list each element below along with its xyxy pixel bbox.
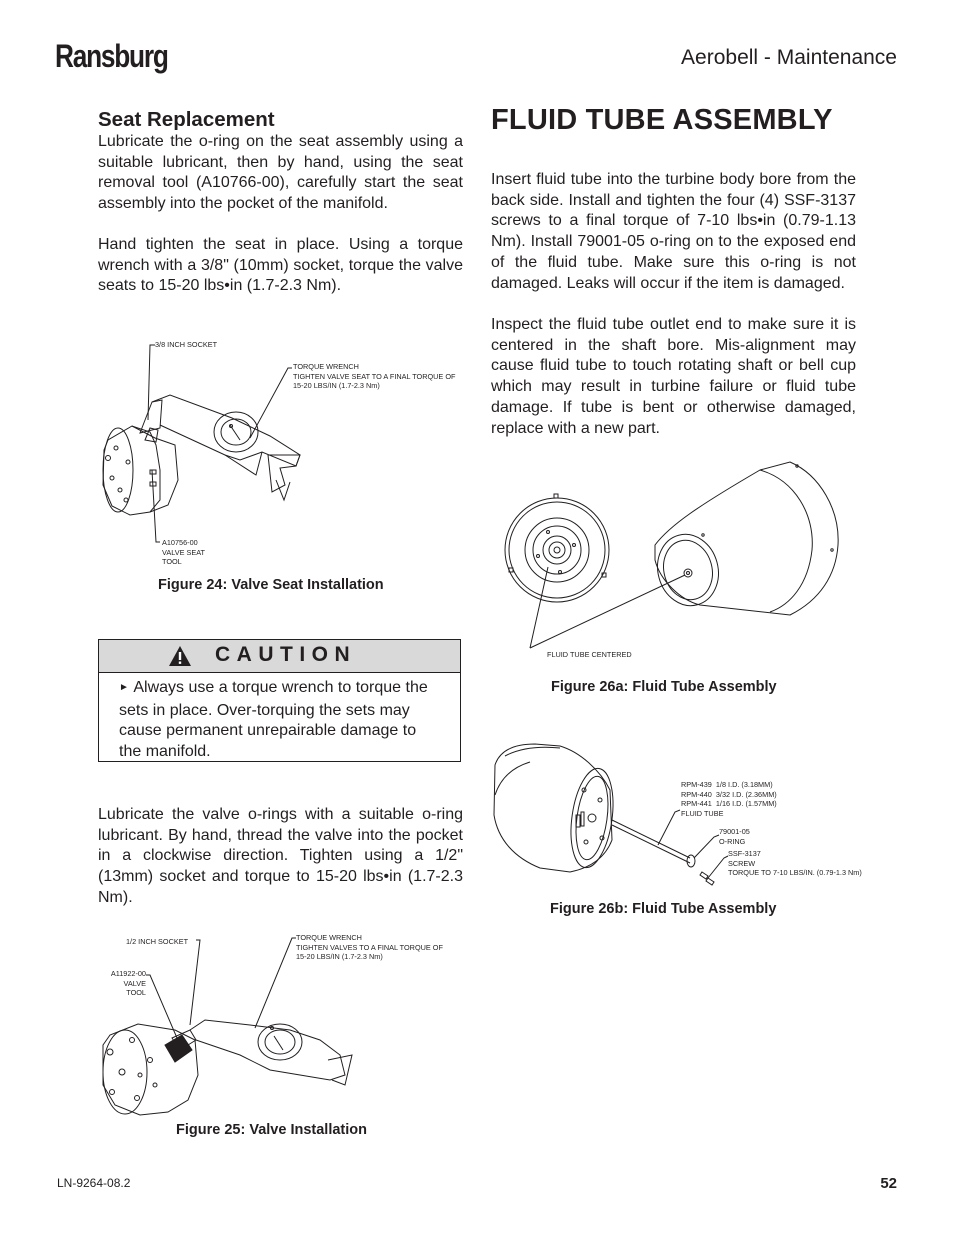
- section-title: Aerobell - Maintenance: [681, 46, 897, 69]
- fluid-tube-heading: FLUID TUBE ASSEMBLY: [491, 104, 833, 136]
- caution-text: Always use a torque wrench to torque the sets in place. Over-torquing the sets may cause permanent unrepairable damage to the manifold.: [119, 679, 428, 760]
- figure-26a-caption: Figure 26a: Fluid Tube Assembly: [551, 679, 777, 695]
- brand-logo: Ransburg: [55, 38, 168, 74]
- figure-24-caption: Figure 24: Valve Seat Installation: [158, 577, 384, 593]
- fig26a-centered-label: FLUID TUBE CENTERED: [547, 650, 632, 659]
- fig24-socket-label: 3/8 INCH SOCKET: [155, 340, 218, 349]
- fluid-para-1: Insert fluid tube into the turbine body bore from the back side. Install and tighten the four (4) SSF-3137 screws to a final torque of 7-10 lbs•in (0.79-1.13 Nm). Install 79001-05 o-ring on to the exposed end of the fluid tube. Make sure this o-ring is not damaged. Leaks will occur if the item is damaged.: [491, 171, 856, 292]
- caution-title: CAUTION: [215, 643, 357, 666]
- seat-replacement-heading: Seat Replacement: [98, 108, 275, 131]
- fig25-wrench-label: TORQUE WRENCH TIGHTEN VALVES TO A FINAL TORQUE OF 15-20 LBS/IN (1.7-2.3 Nm): [296, 933, 443, 961]
- fig26b-screw-label: SSF-3137 SCREW TORQUE TO 7-10 LBS/IN. (0.79-1.3 Nm): [728, 849, 862, 877]
- fluid-para-2: Inspect the fluid tube outlet end to make sure it is centered in the shaft bore. Mis-alignment may cause fluid tube to touch rotating shaft or bell cup which may result in turbine failure or fluid tube damage. If tube is bent or otherwise damaged, replace with a new part.: [491, 316, 856, 437]
- document-number: LN-9264-08.2: [57, 1176, 131, 1190]
- seat-para-2: Hand tighten the seat in place. Using a torque wrench with a 3/8" (10mm) socket, torque the valve seats to 15-20 lbs•in (1.7-2.3 Nm).: [98, 236, 463, 295]
- valve-para: Lubricate the valve o-rings with a suitable o-ring lubricant. By hand, thread the valve into the pocket in a clockwise direction. Tighten using a 1/2" (13mm) socket and torque to 15-20 lbs•in (1.7-2.3 Nm).: [98, 806, 463, 906]
- seat-para-1: Lubricate the o-ring on the seat assembly using a suitable lubricant, then by hand, using the seat removal tool (A10766-00), carefully start the seat assembly into the pocket of the manifold.: [98, 133, 463, 213]
- figure-26b-caption: Figure 26b: Fluid Tube Assembly: [550, 901, 777, 917]
- bullet-arrow-icon: ►: [119, 682, 129, 693]
- fig25-tool-label: A11922-00 VALVE TOOL: [110, 969, 146, 997]
- fig24-tool-label: A10756-00 VALVE SEAT TOOL: [162, 538, 205, 566]
- fig26b-tube-label: RPM-439 1/8 I.D. (3.18MM) RPM-440 3/32 I.D. (2.36MM) RPM-441 1/16 I.D. (1.57MM) FLUID TUBE: [681, 780, 777, 818]
- fig25-socket-label: 1/2 INCH SOCKET: [126, 937, 189, 946]
- fig24-wrench-label: TORQUE WRENCH TIGHTEN VALVE SEAT TO A FINAL TORQUE OF 15-20 LBS/IN (1.7-2.3 Nm): [293, 362, 456, 390]
- page-number: 52: [880, 1175, 897, 1192]
- figure-25-caption: Figure 25: Valve Installation: [176, 1122, 367, 1138]
- fig26b-oring-label: 79001-05 O-RING: [719, 827, 750, 846]
